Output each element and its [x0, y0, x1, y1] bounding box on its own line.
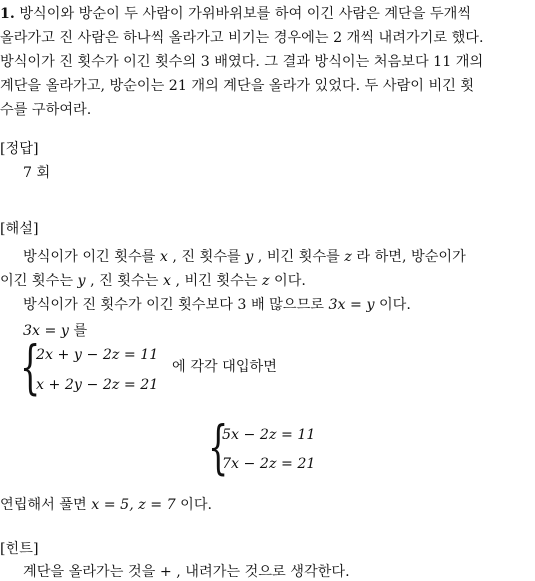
explanation-heading: [해설] — [0, 221, 39, 237]
problem-text-1: 방식이와 방순이 두 사람이 가위바위보를 하여 이긴 사람은 계단을 두개씩 — [19, 6, 472, 22]
system-1-brace: { — [20, 333, 41, 401]
explanation-line-2: 이긴 횟수는 y , 진 횟수는 x , 비긴 횟수는 z 이다. — [0, 273, 306, 289]
solution-line: 연립해서 풀면 x = 5, z = 7 이다. — [0, 497, 213, 513]
system-2-brace: { — [208, 413, 229, 481]
system-1-note: 에 각각 대입하면 — [172, 359, 277, 375]
system-2-eq-2: 7x − 2z = 21 — [222, 456, 316, 472]
problem-line-1 — [0, 5, 471, 23]
explanation-line-1: 방식이가 이긴 횟수를 x , 진 횟수를 y , 비긴 횟수를 z 라 하면, 방순이가 — [23, 249, 466, 265]
answer-heading: [정답] — [0, 141, 39, 157]
answer-value: 7 회 — [23, 165, 51, 181]
hint-heading: [힌트] — [0, 541, 39, 557]
system-2-eq-1: 5x − 2z = 11 — [222, 427, 316, 443]
system-1-eq-2: x + 2y − 2z = 21 — [36, 377, 159, 393]
problem-line-4: 계단을 올라가고, 방순이는 21 개의 계단을 올라가 있었다. 두 사람이 비긴 횟 — [0, 78, 475, 94]
problem-line-3: 방식이가 진 횟수가 이긴 횟수의 3 배였다. 그 결과 방식이는 처음보다 11 개의 — [0, 54, 484, 70]
problem-number: 1. — [0, 6, 15, 22]
problem-line-5: 수를 구하여라. — [0, 102, 92, 118]
hint-text: 계단을 올라가는 것을 + , 내려가는 것으로 생각한다. — [23, 564, 350, 580]
substitution-line: 3x = y 를 — [23, 323, 88, 339]
explanation-line-3: 방식이가 진 횟수가 이긴 횟수보다 3 배 많으므로 3x = y 이다. — [23, 297, 411, 313]
problem-line-2: 올라가고 진 사람은 하나씩 올라가고 비기는 경우에는 2 개씩 내려가기로 했다. — [0, 30, 484, 46]
system-1-eq-1: 2x + y − 2z = 11 — [36, 347, 159, 363]
